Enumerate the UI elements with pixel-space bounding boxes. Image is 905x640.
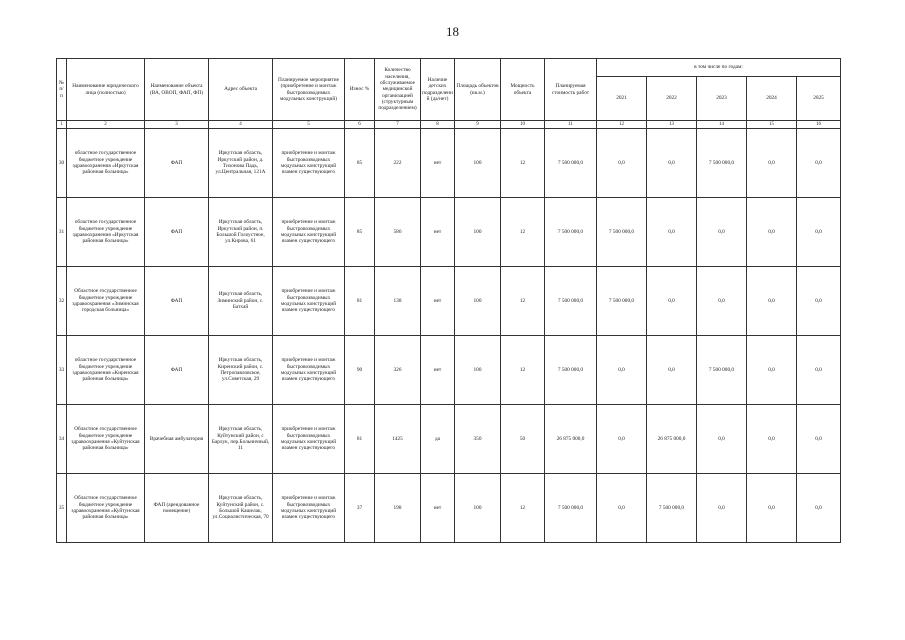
header-year-2025: 2025 xyxy=(797,77,841,121)
col-number: 5 xyxy=(273,121,345,129)
cell-num: 33 xyxy=(57,336,67,405)
cell-children: нет xyxy=(421,198,455,267)
cell-num: 34 xyxy=(57,405,67,474)
cell-children: да xyxy=(421,405,455,474)
cell-object: ФАП (арендованное помещение) xyxy=(145,474,209,543)
cell-2022: 0,0 xyxy=(647,129,697,198)
col-number: 12 xyxy=(597,121,647,129)
cell-area: 100 xyxy=(455,474,501,543)
col-number: 4 xyxy=(209,121,273,129)
cell-cost: 7 500 000,0 xyxy=(545,336,597,405)
cell-2024: 0,0 xyxy=(747,267,797,336)
col-number: 2 xyxy=(67,121,145,129)
cell-address: Иркутская область, Иркутский район, п. Большой Голоустное, ул.Кирова, 61 xyxy=(209,198,273,267)
cell-2022: 0,0 xyxy=(647,336,697,405)
table-row xyxy=(57,267,841,336)
col-number: 6 xyxy=(345,121,375,129)
investment-table xyxy=(56,58,841,543)
cell-area: 100 xyxy=(455,129,501,198)
cell-capacity: 50 xyxy=(501,405,545,474)
cell-object: ФАП xyxy=(145,129,209,198)
cell-cost: 7 500 000,0 xyxy=(545,267,597,336)
cell-entity: областное государственное бюджетное учреждение здравоохранения «Иркутская районная больница» xyxy=(67,198,145,267)
col-number: 10 xyxy=(501,121,545,129)
column-number-row xyxy=(57,121,841,129)
table-row xyxy=(57,474,841,543)
col-number: 8 xyxy=(421,121,455,129)
cell-object: ФАП xyxy=(145,267,209,336)
header-year-2021: 2021 xyxy=(597,77,647,121)
cell-2021: 7 500 000,0 xyxy=(597,198,647,267)
cell-children: нет xyxy=(421,267,455,336)
cell-num: 32 xyxy=(57,267,67,336)
cell-num: 35 xyxy=(57,474,67,543)
header-wear: Износ % xyxy=(345,59,375,121)
cell-address: Иркутская область, Иркутский район, д. Тихонова Падь, ул.Центральная, 121А xyxy=(209,129,273,198)
cell-activity: приобретение и монтаж быстровозводимых модульных конструкций взамен существующего xyxy=(273,129,345,198)
cell-entity: Областное государственное бюджетное учреждение здравоохранения «Зиминская городская больница» xyxy=(67,267,145,336)
cell-2025: 0,0 xyxy=(797,405,841,474)
cell-population: 326 xyxy=(375,336,421,405)
page-number: 18 xyxy=(446,24,459,39)
cell-wear: 81 xyxy=(345,405,375,474)
cell-2021: 0,0 xyxy=(597,474,647,543)
header-activity: Планируемое мероприятие (приобретение и монтаж быстровозводимых модульных конструкций) xyxy=(273,59,345,121)
cell-2022: 0,0 xyxy=(647,267,697,336)
table-body xyxy=(57,129,841,543)
cell-wear: 85 xyxy=(345,198,375,267)
cell-2024: 0,0 xyxy=(747,336,797,405)
header-year-2023: 2023 xyxy=(697,77,747,121)
cell-capacity: 12 xyxy=(501,198,545,267)
header-by-years: в том числе по годам: xyxy=(597,59,841,77)
cell-entity: Областное государственное бюджетное учреждение здравоохранения «Куйтунская районная больница» xyxy=(67,474,145,543)
cell-activity: приобретение и монтаж быстровозводимых модульных конструкций взамен существующего xyxy=(273,336,345,405)
header-entity: Наименование юридического лица (полностью) xyxy=(67,59,145,121)
col-number: 1 xyxy=(57,121,67,129)
cell-capacity: 12 xyxy=(501,129,545,198)
cell-activity: приобретение и монтаж быстровозводимых модульных конструкций взамен существующего xyxy=(273,474,345,543)
cell-2021: 0,0 xyxy=(597,405,647,474)
table-header xyxy=(57,59,841,129)
cell-2022: 7 500 000,0 xyxy=(647,474,697,543)
cell-population: 586 xyxy=(375,198,421,267)
cell-capacity: 12 xyxy=(501,336,545,405)
header-area: Площадь объектов (кв.м.) xyxy=(455,59,501,121)
cell-capacity: 12 xyxy=(501,267,545,336)
header-cost: Планируемая стоимость работ xyxy=(545,59,597,121)
cell-capacity: 12 xyxy=(501,474,545,543)
table-row xyxy=(57,336,841,405)
cell-2021: 7 500 000,0 xyxy=(597,267,647,336)
cell-2024: 0,0 xyxy=(747,198,797,267)
cell-object: Врачебная амбулатория xyxy=(145,405,209,474)
cell-wear: 37 xyxy=(345,474,375,543)
cell-children: нет xyxy=(421,336,455,405)
cell-2022: 0,0 xyxy=(647,198,697,267)
table-row xyxy=(57,129,841,198)
cell-num: 30 xyxy=(57,129,67,198)
cell-entity: Областное государственное бюджетное учреждение здравоохранения «Куйтунская районная больница» xyxy=(67,405,145,474)
cell-entity: областное государственное бюджетное учреждение здравоохранения «Иркутская районная больница» xyxy=(67,129,145,198)
col-number: 15 xyxy=(747,121,797,129)
cell-population: 198 xyxy=(375,474,421,543)
cell-object: ФАП xyxy=(145,198,209,267)
col-number: 11 xyxy=(545,121,597,129)
header-object: Наименование объекта (ВА, ОВОП, ФАП, ФП) xyxy=(145,59,209,121)
cell-object: ФАП xyxy=(145,336,209,405)
table-row xyxy=(57,198,841,267)
cell-2023: 7 500 000,0 xyxy=(697,336,747,405)
cell-address: Иркутская область, Куйтунский район, с Барлук, пер.Больничный, 11 xyxy=(209,405,273,474)
cell-address: Иркутская область, Киренский район, с. Петропавловское, ул.Советская, 29 xyxy=(209,336,273,405)
cell-2023: 0,0 xyxy=(697,198,747,267)
cell-2025: 0,0 xyxy=(797,267,841,336)
cell-2021: 0,0 xyxy=(597,336,647,405)
cell-2025: 0,0 xyxy=(797,474,841,543)
cell-area: 350 xyxy=(455,405,501,474)
cell-cost: 26 875 000,0 xyxy=(545,405,597,474)
col-number: 16 xyxy=(797,121,841,129)
cell-wear: 81 xyxy=(345,267,375,336)
cell-cost: 7 500 000,0 xyxy=(545,129,597,198)
cell-address: Иркутская область, Куйтунский район, с. Большой Кашелак, ул.Социалистическая, 70 xyxy=(209,474,273,543)
cell-area: 100 xyxy=(455,336,501,405)
col-number: 9 xyxy=(455,121,501,129)
col-number: 7 xyxy=(375,121,421,129)
cell-2024: 0,0 xyxy=(747,474,797,543)
cell-cost: 7 500 000,0 xyxy=(545,474,597,543)
header-children: Наличие детских подразделений (да/нет) xyxy=(421,59,455,121)
cell-population: 1425 xyxy=(375,405,421,474)
col-number: 3 xyxy=(145,121,209,129)
cell-2023: 0,0 xyxy=(697,405,747,474)
header-capacity: Мощность объекта xyxy=(501,59,545,121)
header-year-2024: 2024 xyxy=(747,77,797,121)
cell-2022: 26 875 000,0 xyxy=(647,405,697,474)
cell-population: 138 xyxy=(375,267,421,336)
cell-entity: областное государственное бюджетное учреждение здравоохранения «Киренская районная больница» xyxy=(67,336,145,405)
cell-2021: 0,0 xyxy=(597,129,647,198)
cell-num: 31 xyxy=(57,198,67,267)
cell-2023: 7 500 000,0 xyxy=(697,129,747,198)
cell-2023: 0,0 xyxy=(697,267,747,336)
cell-2023: 0,0 xyxy=(697,474,747,543)
header-year-2022: 2022 xyxy=(647,77,697,121)
cell-activity: приобретение и монтаж быстровозводимых модульных конструкций взамен существующего xyxy=(273,405,345,474)
cell-activity: приобретение и монтаж быстровозводимых модульных конструкций взамен существующего xyxy=(273,267,345,336)
cell-2025: 0,0 xyxy=(797,336,841,405)
header-population: Количество населения, обслуживаемое медицинской организацией (структурным подразделением) xyxy=(375,59,421,121)
cell-2024: 0,0 xyxy=(747,129,797,198)
cell-wear: 85 xyxy=(345,129,375,198)
cell-2025: 0,0 xyxy=(797,129,841,198)
cell-area: 100 xyxy=(455,267,501,336)
cell-population: 222 xyxy=(375,129,421,198)
cell-area: 100 xyxy=(455,198,501,267)
cell-address: Иркутская область, Зиминский район, с. Батхай xyxy=(209,267,273,336)
cell-2025: 0,0 xyxy=(797,198,841,267)
cell-cost: 7 500 000,0 xyxy=(545,198,597,267)
header-num: № п/п xyxy=(57,59,67,121)
cell-wear: 90 xyxy=(345,336,375,405)
col-number: 14 xyxy=(697,121,747,129)
col-number: 13 xyxy=(647,121,697,129)
cell-2024: 0,0 xyxy=(747,405,797,474)
cell-children: нет xyxy=(421,129,455,198)
cell-children: нет xyxy=(421,474,455,543)
header-address: Адрес объекта xyxy=(209,59,273,121)
table-row xyxy=(57,405,841,474)
cell-activity: приобретение и монтаж быстровозводимых модульных конструкций взамен существующего xyxy=(273,198,345,267)
